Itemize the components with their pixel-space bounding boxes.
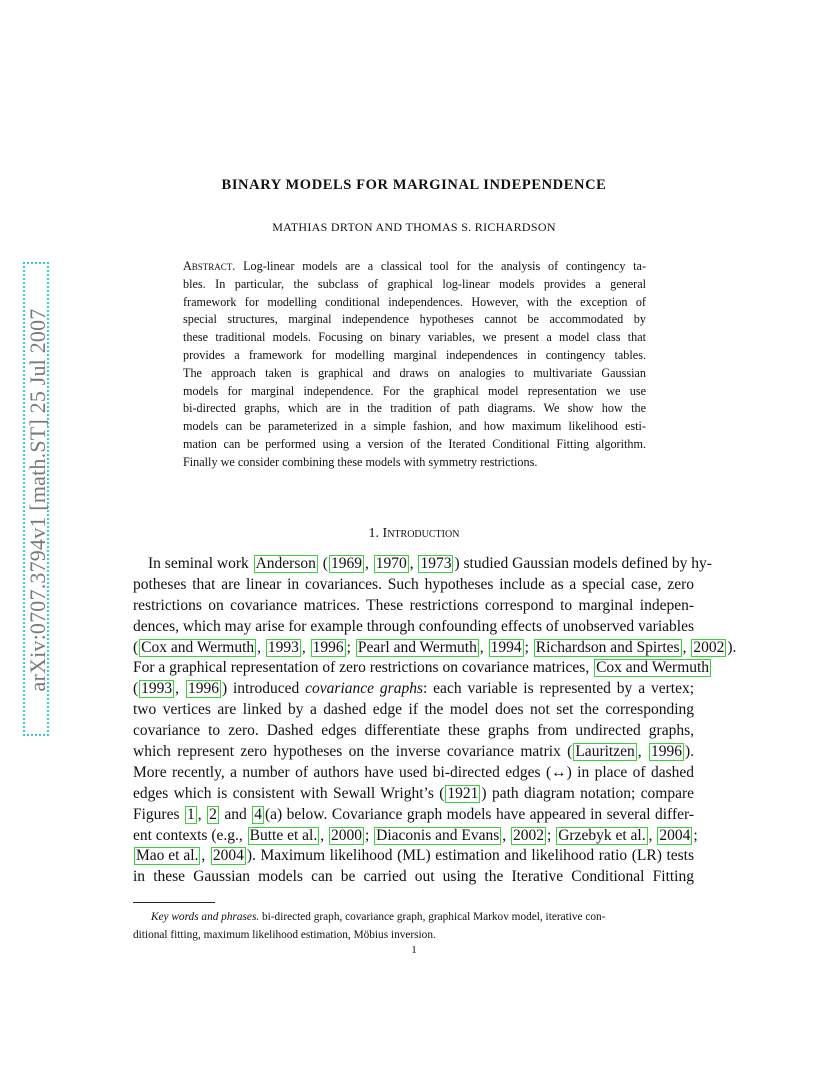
citation-link[interactable]: Lauritzen	[575, 743, 635, 761]
citation-link[interactable]: Diaconis and Evans	[376, 826, 500, 844]
abstract-line: provides a framework for modelling marginal independences in contingency tables.	[183, 347, 646, 362]
citation-link[interactable]: 2000	[330, 826, 362, 844]
citation-link[interactable]: Grzebyk et al.	[558, 826, 646, 844]
citation-link[interactable]: 1996	[650, 743, 682, 761]
body-line: dences, which may arise for example through confounding effects of unobserved variables	[133, 617, 694, 635]
emphasis-term: covariance graphs	[305, 680, 423, 698]
abstract-line: models can be parameterized in a simple fashion, and how maximum likelihood esti-	[183, 419, 646, 434]
citation-link[interactable]: 2002	[693, 638, 725, 656]
section-heading	[0, 526, 828, 542]
abstract-line: bles. In particular, the subclass of graphical log-linear models provides a general	[183, 276, 646, 291]
abstract-line: Finally we consider combining these models with symmetry restrictions.	[183, 454, 538, 469]
paper-authors: MATHIAS DRTON AND THOMAS S. RICHARDSON	[272, 220, 556, 234]
abstract-line: framework for modelling conditional independences. However, with the exception of	[183, 294, 646, 309]
citation-link[interactable]: Cox and Wermuth	[141, 638, 255, 656]
body-line: More recently, a number of authors have used bi-directed edges (↔) in place of dashed	[133, 763, 694, 781]
abstract-label: Abstract.	[183, 259, 236, 273]
citation-link[interactable]: 1996	[312, 638, 344, 656]
abstract-line: models for marginal independence. For the graphical model representation we use	[183, 383, 646, 398]
abstract-line: mation can be performed using a version of the Iterated Conditional Fitting algorithm.	[183, 436, 646, 451]
abstract-line: Abstract. Log-linear models are a classical tool for the analysis of contingency ta-	[183, 259, 646, 273]
abstract-line: The approach taken is graphical and draws on analogies to multivariate Gaussian	[183, 365, 646, 380]
arxiv-identifier[interactable]: arXiv:0707.3794v1 [math.ST] 25 Jul 2007	[25, 308, 50, 692]
body-line: ent contexts (e.g., Butte et al. , 2000 ; Diaconis and Evans , 2002 ; Grzebyk et al. , 2004 ;	[133, 826, 698, 844]
figure-link[interactable]: 2	[209, 805, 217, 823]
citation-link[interactable]: 1996	[187, 680, 219, 698]
body-line: two vertices are linked by a dashed edge if the model does not set the corresponding	[133, 701, 694, 719]
body-line: In seminal work Anderson ( 1969 , 1970 , 1973 ) studied Gaussian models defined by hy-	[148, 555, 712, 572]
figure-link[interactable]: 4	[254, 805, 262, 823]
footnote-line: ditional fitting, maximum likelihood estimation, Möbius inversion.	[133, 929, 436, 941]
footnote-line: Key words and phrases. bi-directed graph, covariance graph, graphical Markov model, iterative con-	[151, 911, 606, 923]
body-text	[133, 554, 737, 888]
body-line: ( 1993 , 1996 ) introduced covariance graphs: each variable is represented by a vertex;	[133, 680, 694, 698]
citation-link[interactable]: 1994	[490, 638, 522, 656]
abstract-line: special structures, marginal independence hypotheses cannot be accommodated by	[183, 312, 646, 327]
body-line: in these Gaussian models can be carried out using the Iterative Conditional Fitting	[133, 868, 694, 886]
abstract-line: bi-directed graphs, which are in the tradition of path diagrams. We show how the	[183, 401, 646, 416]
citation-link[interactable]: 2002	[513, 826, 545, 844]
citation-link[interactable]: 1921	[447, 784, 479, 802]
citation-link[interactable]: 1973	[420, 555, 452, 572]
citation-link[interactable]: Butte et al.	[249, 826, 318, 844]
body-line: For a graphical representation of zero restrictions on covariance matrices, Cox and Wermuth	[133, 659, 710, 677]
body-line: potheses that are linear in covariances. Such hypotheses include as a special case, zero	[133, 575, 694, 593]
citation-link[interactable]: Anderson	[255, 555, 316, 572]
section-number: 1.	[368, 526, 380, 541]
body-line: edges which is consistent with Sewall Wright’s ( 1921 ) path diagram notation; compare	[133, 784, 695, 802]
citation-link[interactable]: 1993	[141, 680, 173, 698]
citation-link[interactable]: Mao et al.	[136, 847, 199, 865]
citation-link[interactable]: 1970	[375, 555, 407, 572]
body-line: Figures 1 , 2 and 4 (a) below. Covariance graph models have appeared in several differ-	[133, 805, 694, 823]
body-line: Mao et al. , 2004 ). Maximum likelihood (ML) estimation and likelihood ratio (LR) tests	[136, 847, 694, 865]
body-line: ( Cox and Wermuth , 1993 , 1996 ; Pearl and Wermuth , 1994 ; Richardson and Spirtes , 2002 ).	[133, 638, 737, 656]
citation-link[interactable]: 1969	[330, 555, 362, 572]
abstract-line: these traditional models. Focusing on binary variables, we present a model class that	[183, 330, 646, 345]
footnote-label: Key words and phrases.	[151, 911, 260, 923]
page-number: 1	[411, 944, 417, 956]
citation-link[interactable]: 2004	[659, 826, 691, 844]
citation-link[interactable]: 2004	[212, 847, 244, 865]
arxiv-sidebar[interactable]	[23, 262, 53, 738]
figure-link[interactable]: 1	[186, 805, 195, 823]
section-title: Introduction	[382, 526, 460, 541]
citation-link[interactable]: Richardson and Spirtes	[535, 638, 680, 656]
citation-link[interactable]: 1993	[267, 638, 299, 656]
paper-title: BINARY MODELS FOR MARGINAL INDEPENDENCE	[221, 177, 607, 193]
abstract	[183, 258, 646, 472]
citation-link[interactable]: Cox and Wermuth	[596, 659, 710, 677]
footnote	[133, 908, 694, 944]
footnote-rule	[133, 902, 215, 903]
body-line: covariance to zero. Dashed edges differentiate these graphs from undirected graphs,	[133, 722, 694, 740]
body-line: which represent zero hypotheses on the inverse covariance matrix ( Lauritzen , 1996 ).	[133, 743, 695, 761]
citation-link[interactable]: Pearl and Wermuth	[357, 638, 477, 656]
body-line: restrictions on covariance matrices. These restrictions correspond to marginal indepen-	[133, 596, 694, 614]
